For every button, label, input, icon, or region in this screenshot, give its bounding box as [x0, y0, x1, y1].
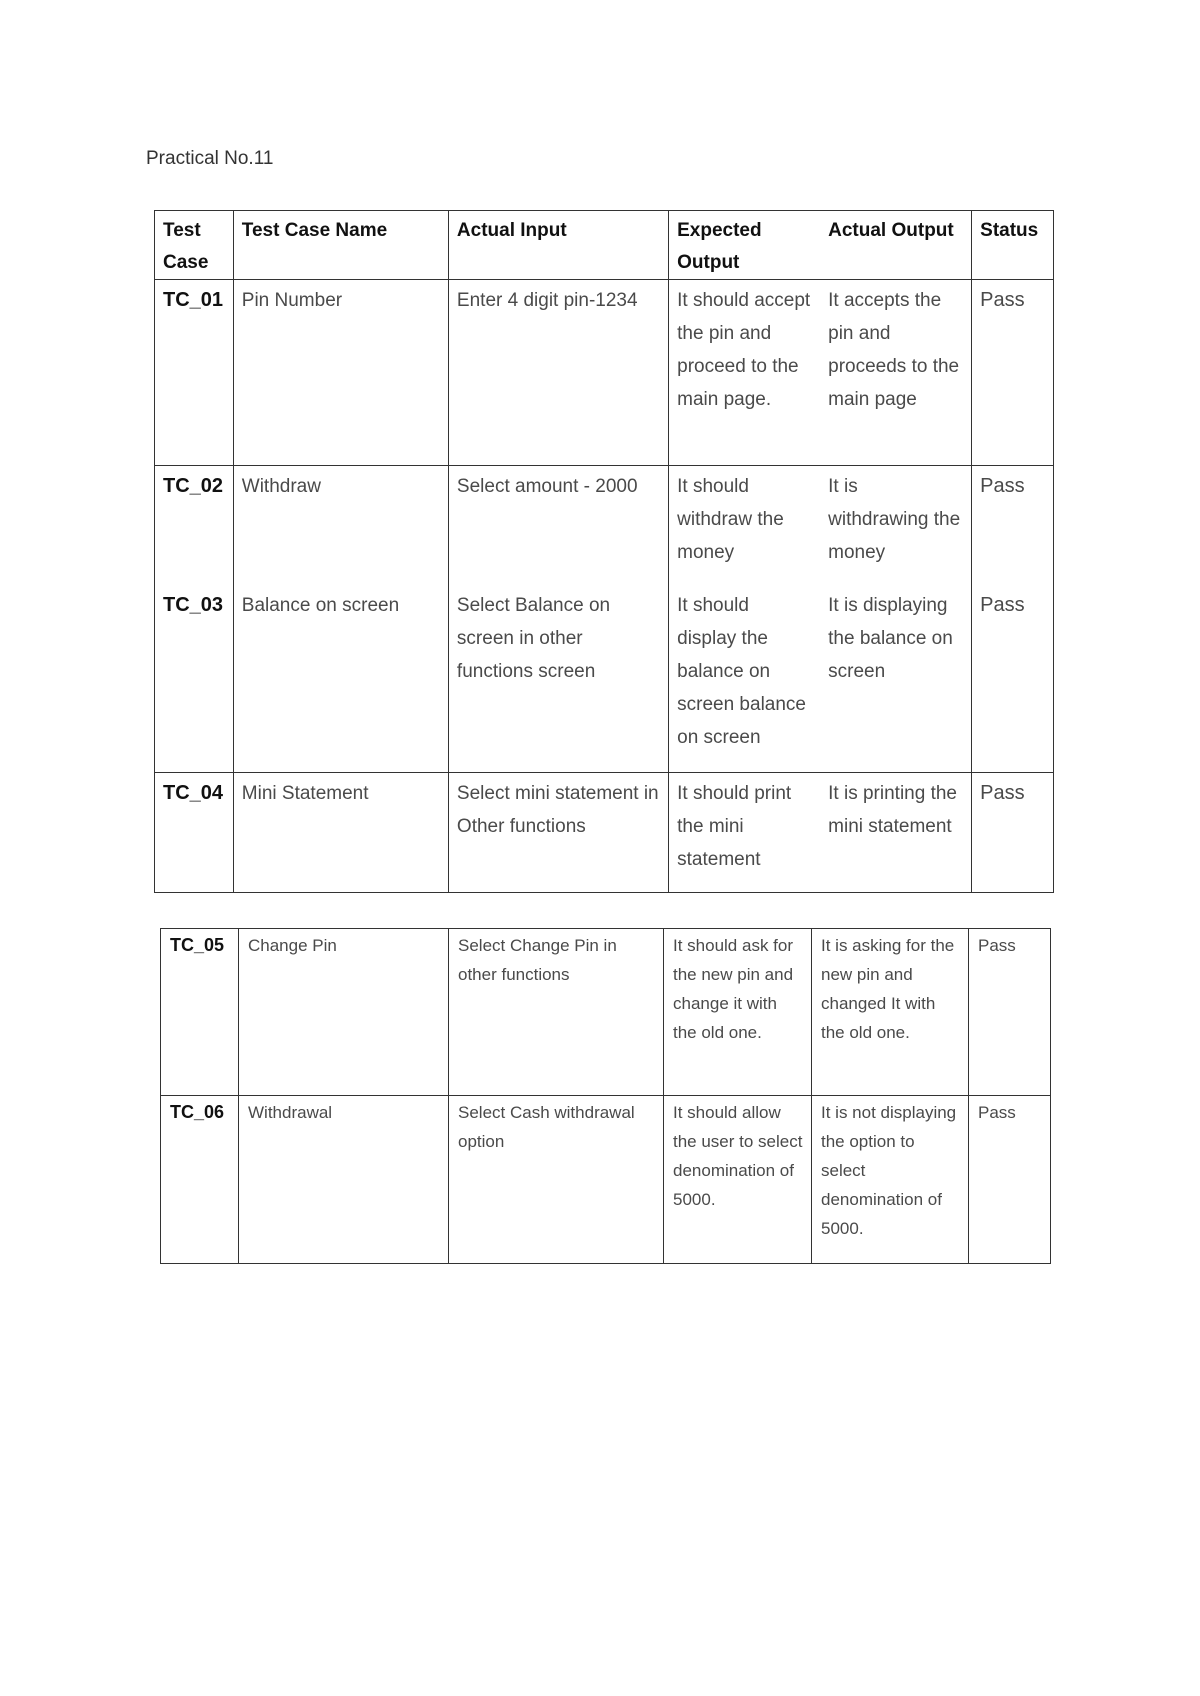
expected-output: It should print the mini statement: [669, 773, 821, 893]
actual-output: It accepts the pin and proceeds to the main page: [820, 280, 972, 466]
actual-output: It is displaying the balance on screen: [820, 585, 972, 773]
expected-output: It should withdraw the money: [669, 466, 821, 585]
test-case-id: TC_03: [155, 585, 234, 773]
status-value: Pass: [969, 1096, 1051, 1264]
test-case-id: TC_05: [161, 929, 239, 1096]
header-test-case-name: Test Case Name: [233, 211, 448, 280]
table-row: [161, 1096, 1051, 1264]
header-status: Status: [972, 211, 1054, 280]
header-actual-output: Actual Output: [820, 211, 972, 280]
test-case-id: TC_01: [155, 280, 234, 466]
table-row: [155, 773, 1054, 893]
test-case-name: Balance on screen: [233, 585, 448, 773]
actual-output: It is withdrawing the money: [820, 466, 972, 585]
test-case-id: TC_04: [155, 773, 234, 893]
header-test-case: Test Case: [155, 211, 234, 280]
test-case-id: TC_02: [155, 466, 234, 585]
table-row: [155, 585, 1054, 773]
test-case-name: Change Pin: [239, 929, 449, 1096]
expected-output: It should display the balance on screen balance on screen: [669, 585, 821, 773]
page-heading: Practical No.11: [146, 148, 274, 169]
status-value: Pass: [972, 280, 1054, 466]
table-row: [155, 280, 1054, 466]
header-expected-output: Expected Output: [669, 211, 821, 280]
expected-output: It should ask for the new pin and change it with the old one.: [664, 929, 812, 1096]
table-header-row: [155, 211, 1054, 280]
expected-output: It should allow the user to select denomination of 5000.: [664, 1096, 812, 1264]
actual-output: It is asking for the new pin and changed It with the old one.: [812, 929, 969, 1096]
status-value: Pass: [972, 585, 1054, 773]
table-row: [161, 929, 1051, 1096]
actual-input: Select Cash withdrawal option: [449, 1096, 664, 1264]
test-case-table: [154, 210, 1054, 893]
test-case-name: Mini Statement: [233, 773, 448, 893]
header-actual-input: Actual Input: [448, 211, 668, 280]
test-case-id: TC_06: [161, 1096, 239, 1264]
status-value: Pass: [972, 773, 1054, 893]
actual-output: It is not displaying the option to select denomination of 5000.: [812, 1096, 969, 1264]
actual-input: Select Change Pin in other functions: [449, 929, 664, 1096]
test-case-name: Withdraw: [233, 466, 448, 585]
actual-input: Select Balance on screen in other functions screen: [448, 585, 668, 773]
status-value: Pass: [972, 466, 1054, 585]
test-case-table-continued: [160, 928, 1051, 1264]
status-value: Pass: [969, 929, 1051, 1096]
table-row: [155, 466, 1054, 585]
test-case-name: Withdrawal: [239, 1096, 449, 1264]
actual-input: Enter 4 digit pin-1234: [448, 280, 668, 466]
expected-output: It should accept the pin and proceed to the main page.: [669, 280, 821, 466]
actual-input: Select amount - 2000: [448, 466, 668, 585]
test-case-name: Pin Number: [233, 280, 448, 466]
actual-input: Select mini statement in Other functions: [448, 773, 668, 893]
actual-output: It is printing the mini statement: [820, 773, 972, 893]
